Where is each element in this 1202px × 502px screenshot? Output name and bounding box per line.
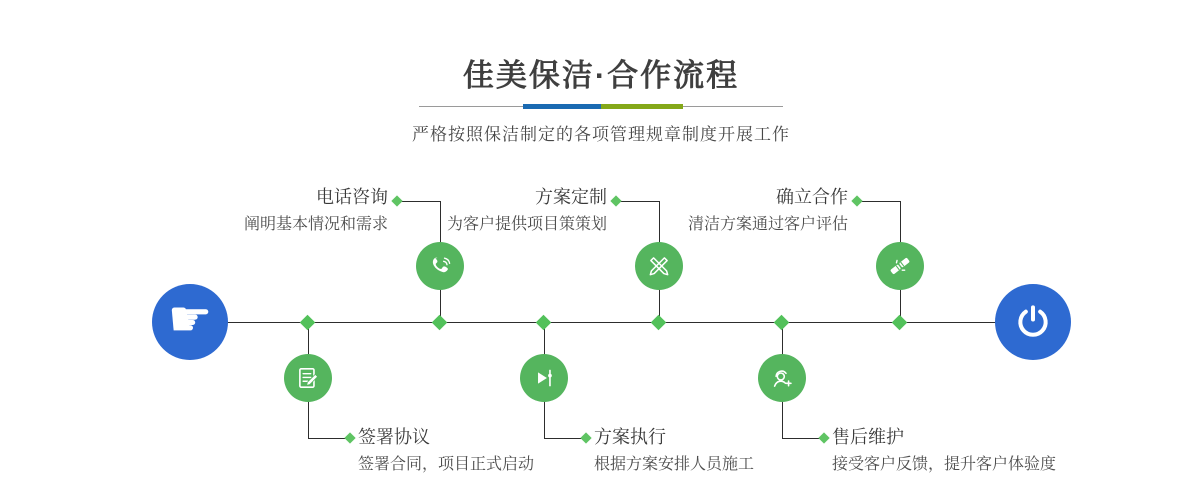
contract-icon <box>295 365 321 391</box>
step-title: 方案执行 <box>594 427 666 447</box>
connector-vline <box>544 323 545 438</box>
flow-end-node <box>995 284 1071 360</box>
connector-vline <box>782 323 783 438</box>
connector-hline <box>308 438 350 439</box>
connector-vline <box>440 201 441 322</box>
step-desc: 接受客户反馈，提升客户体验度 <box>832 456 1057 473</box>
phone-icon <box>427 253 454 280</box>
step-icon-circle <box>520 354 568 402</box>
step-icon-circle <box>416 242 464 290</box>
connector-diamond-icon <box>851 195 862 206</box>
step-desc: 阐明基本情况和需求 <box>243 216 388 233</box>
play-icon <box>531 365 557 391</box>
connector-diamond-icon <box>818 432 829 443</box>
headset-icon <box>769 365 796 392</box>
connector-hline <box>782 438 824 439</box>
connector-hline <box>544 438 586 439</box>
step-icon-circle <box>758 354 806 402</box>
connector-hline <box>398 201 440 202</box>
step-title: 售后维护 <box>832 427 904 447</box>
page-subtitle: 严格按照保洁制定的各项管理规章制度开展工作 <box>412 125 790 144</box>
connector-hline <box>858 201 900 202</box>
step-text <box>688 186 848 234</box>
connector-diamond-icon <box>610 195 621 206</box>
handshake-icon <box>886 252 914 280</box>
crossed-pencils-icon <box>646 253 672 279</box>
connector-vline <box>308 323 309 438</box>
connector-diamond-icon <box>580 432 591 443</box>
step-icon-circle <box>284 354 332 402</box>
step-title: 电话咨询 <box>316 187 388 207</box>
flow-start-node <box>152 284 228 360</box>
pointing-hand-icon: ☛ <box>167 291 213 347</box>
step-title: 方案定制 <box>535 187 607 207</box>
step-title: 确立合作 <box>776 187 848 207</box>
step-desc: 清洁方案通过客户评估 <box>687 216 848 233</box>
page-title: 佳美保洁·合作流程 <box>462 58 740 93</box>
connector-vline <box>900 201 901 322</box>
connector-diamond-icon <box>344 432 355 443</box>
connector-diamond-icon <box>391 195 402 206</box>
step-text <box>447 186 607 234</box>
step-text <box>244 186 388 234</box>
power-icon <box>1013 302 1053 342</box>
step-text <box>358 426 534 474</box>
step-title: 签署协议 <box>358 427 430 447</box>
step-text <box>594 426 754 474</box>
step-icon-circle <box>876 242 924 290</box>
step-text <box>832 426 1056 474</box>
timeline-line <box>190 322 1033 323</box>
step-icon-circle <box>635 242 683 290</box>
connector-vline <box>659 201 660 322</box>
connector-hline <box>617 201 659 202</box>
step-desc: 为客户提供项目策策划 <box>446 216 607 233</box>
step-desc: 根据方案安排人员施工 <box>594 456 755 473</box>
step-desc: 签署合同，项目正式启动 <box>358 456 535 473</box>
